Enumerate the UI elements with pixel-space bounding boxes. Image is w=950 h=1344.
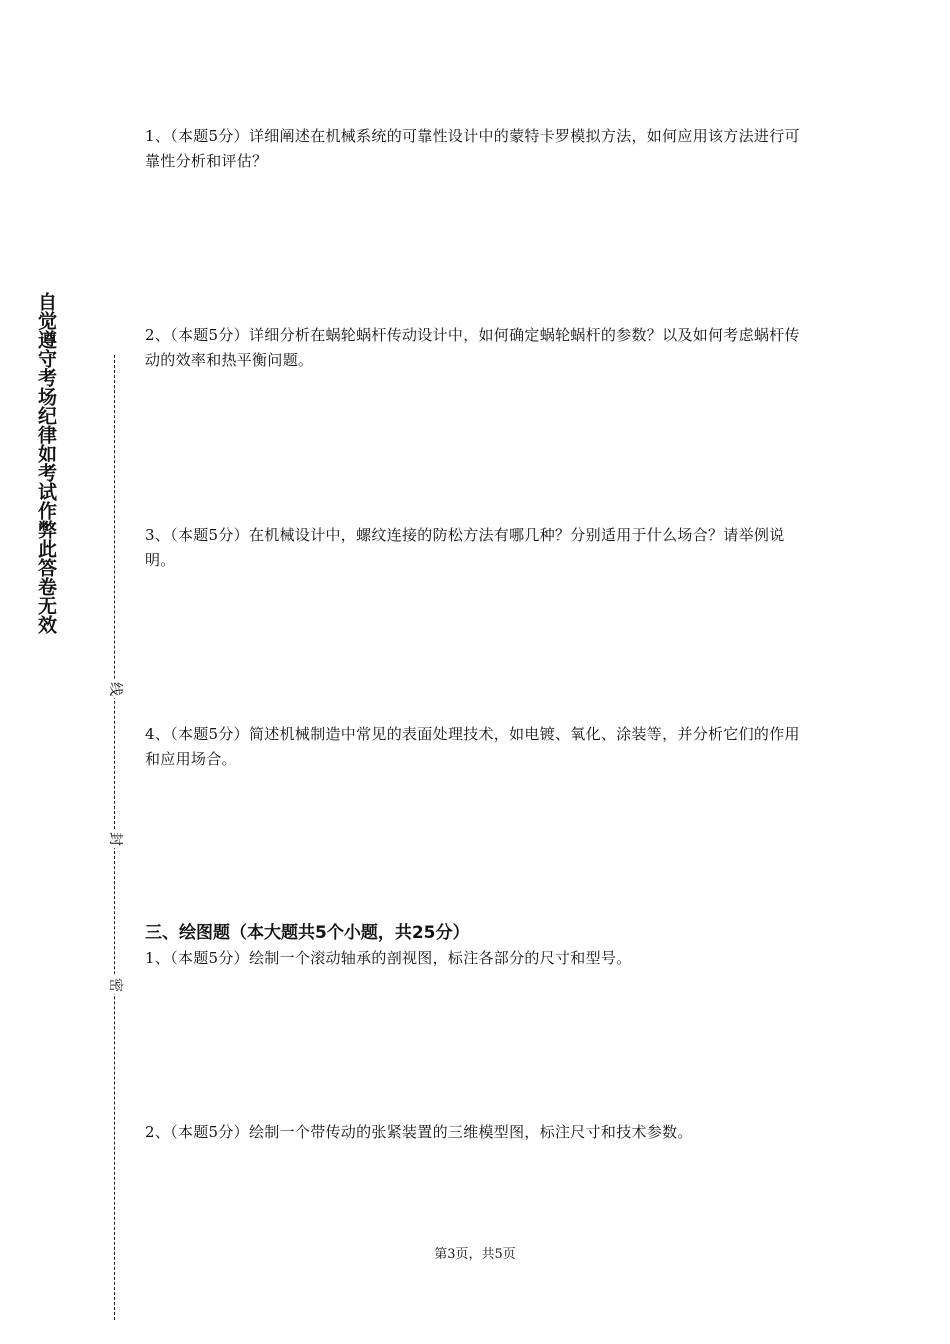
question-2: 2、（本题5分）详细分析在蜗轮蜗杆传动设计中，如何确定蜗轮蜗杆的参数？以及如何考虑蜗杆传动的效率和热平衡问题。: [145, 326, 800, 369]
question-1: 1、（本题5分）详细阐述在机械系统的可靠性设计中的蒙特卡罗模拟方法，如何应用该方法进行可靠性分析和评估？: [145, 127, 800, 170]
seal-label-line: 线: [107, 682, 123, 696]
page-number: 第3页，共5页: [434, 1247, 516, 1262]
question-3: 3、（本题5分）在机械设计中，螺纹连接的防松方法有哪几种？分别适用于什么场合？请举例说明。: [145, 526, 785, 569]
section-title-drawing: 三、绘图题（本大题共5个小题，共25分）: [145, 923, 470, 943]
drawing-question-1: 1、（本题5分）绘制一个滚动轴承的剖视图，标注各部分的尺寸和型号。: [145, 949, 632, 967]
seal-label-secret: 密: [107, 978, 123, 992]
drawing-question-2: 2、（本题5分）绘制一个带传动的张紧装置的三维模型图，标注尺寸和技术参数。: [145, 1123, 693, 1141]
seal-label-seal: 封: [107, 832, 123, 846]
exam-discipline-notice: 自觉遵守考场纪律如考试作弊此答卷无效: [35, 292, 57, 634]
question-4: 4、（本题5分）简述机械制造中常见的表面处理技术，如电镀、氧化、涂装等，并分析它们的作用和应用场合。: [145, 725, 800, 768]
